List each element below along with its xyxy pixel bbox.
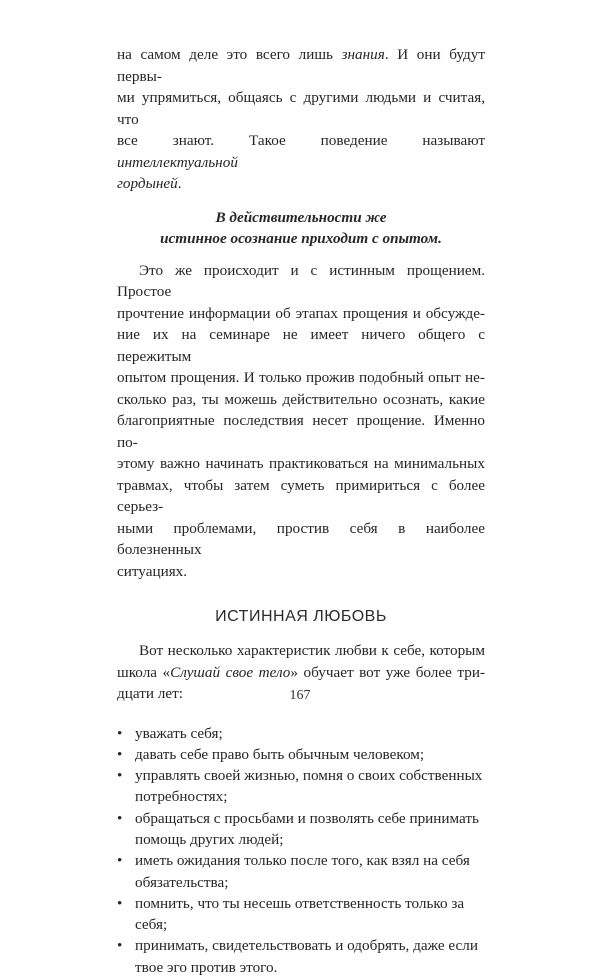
paragraph-line: травмах, чтобы затем суметь примириться с более серьез- bbox=[117, 475, 485, 518]
emphasis-text: знания bbox=[342, 46, 385, 63]
paragraph-line: школа «Слушай свое тело» обучает вот уже более три- bbox=[117, 662, 485, 684]
intro-paragraph bbox=[117, 44, 485, 195]
forgiveness-paragraph bbox=[117, 260, 485, 583]
callout-line: В действительности же bbox=[117, 207, 485, 229]
bullet-icon: • bbox=[117, 935, 122, 956]
paragraph-line: Вот несколько характеристик любви к себе, которым bbox=[117, 640, 485, 662]
bullet-icon: • bbox=[117, 850, 122, 871]
bullet-icon: • bbox=[117, 723, 122, 744]
emphasis-text: интеллектуальной bbox=[117, 154, 238, 171]
bullet-icon: • bbox=[117, 744, 122, 765]
list-item: • иметь ожидания только после того, как взял на себя обязательства; bbox=[117, 850, 485, 893]
section-heading: ИСТИННАЯ ЛЮБОВЬ bbox=[117, 608, 485, 626]
list-item: • помнить, что ты несешь ответственность только за себя; bbox=[117, 893, 485, 936]
book-title: Слушай свое тело bbox=[170, 664, 290, 681]
self-love-list bbox=[117, 723, 485, 978]
callout-line: истинное осознание приходит с опытом. bbox=[117, 228, 485, 250]
intro-line: ми упрямиться, общаясь с другими людьми и считая, что bbox=[117, 87, 485, 130]
page-number: 167 bbox=[0, 688, 600, 704]
paragraph-line: ными проблемами, простив себя в наиболее болезненных bbox=[117, 518, 485, 561]
bullet-icon: • bbox=[117, 893, 122, 914]
paragraph-line: ситуациях. bbox=[117, 561, 485, 583]
intro-line: все знают. Такое поведение называют интеллектуальной bbox=[117, 130, 485, 173]
paragraph-line: опытом прощения. И только прожив подобный опыт не- bbox=[117, 367, 485, 389]
emphasis-text: гордыней bbox=[117, 175, 178, 192]
paragraph-line: этому важно начинать практиковаться на минимальных bbox=[117, 453, 485, 475]
paragraph-line: благоприятные последствия несет прощение. Именно по- bbox=[117, 410, 485, 453]
list-item: • уважать себя; bbox=[117, 723, 485, 744]
list-item: • принимать, свидетельствовать и одобрять, даже если твое эго против этого. bbox=[117, 935, 485, 978]
intro-line: на самом деле это всего лишь знания. И они будут первы- bbox=[117, 44, 485, 87]
paragraph-line: сколько раз, ты можешь действительно осознать, какие bbox=[117, 389, 485, 411]
paragraph-line: ние их на семинаре не имеет ничего общего с пережитым bbox=[117, 324, 485, 367]
paragraph-line: дцати лет: bbox=[117, 683, 485, 705]
list-item: • давать себе право быть обычным человеком; bbox=[117, 744, 485, 765]
paragraph-line: Это же происходит и с истинным прощением. Простое bbox=[117, 260, 485, 303]
intro-line: гордыней. bbox=[117, 173, 485, 195]
bullet-icon: • bbox=[117, 808, 122, 829]
callout-quote bbox=[117, 207, 485, 250]
list-item: • управлять своей жизнью, помня о своих собственных потребностях; bbox=[117, 765, 485, 808]
bullet-icon: • bbox=[117, 765, 122, 786]
list-item: • обращаться с просьбами и позволять себе принимать помощь других людей; bbox=[117, 808, 485, 851]
paragraph-line: прочтение информации об этапах прощения и обсужде- bbox=[117, 303, 485, 325]
page-content bbox=[117, 44, 485, 978]
